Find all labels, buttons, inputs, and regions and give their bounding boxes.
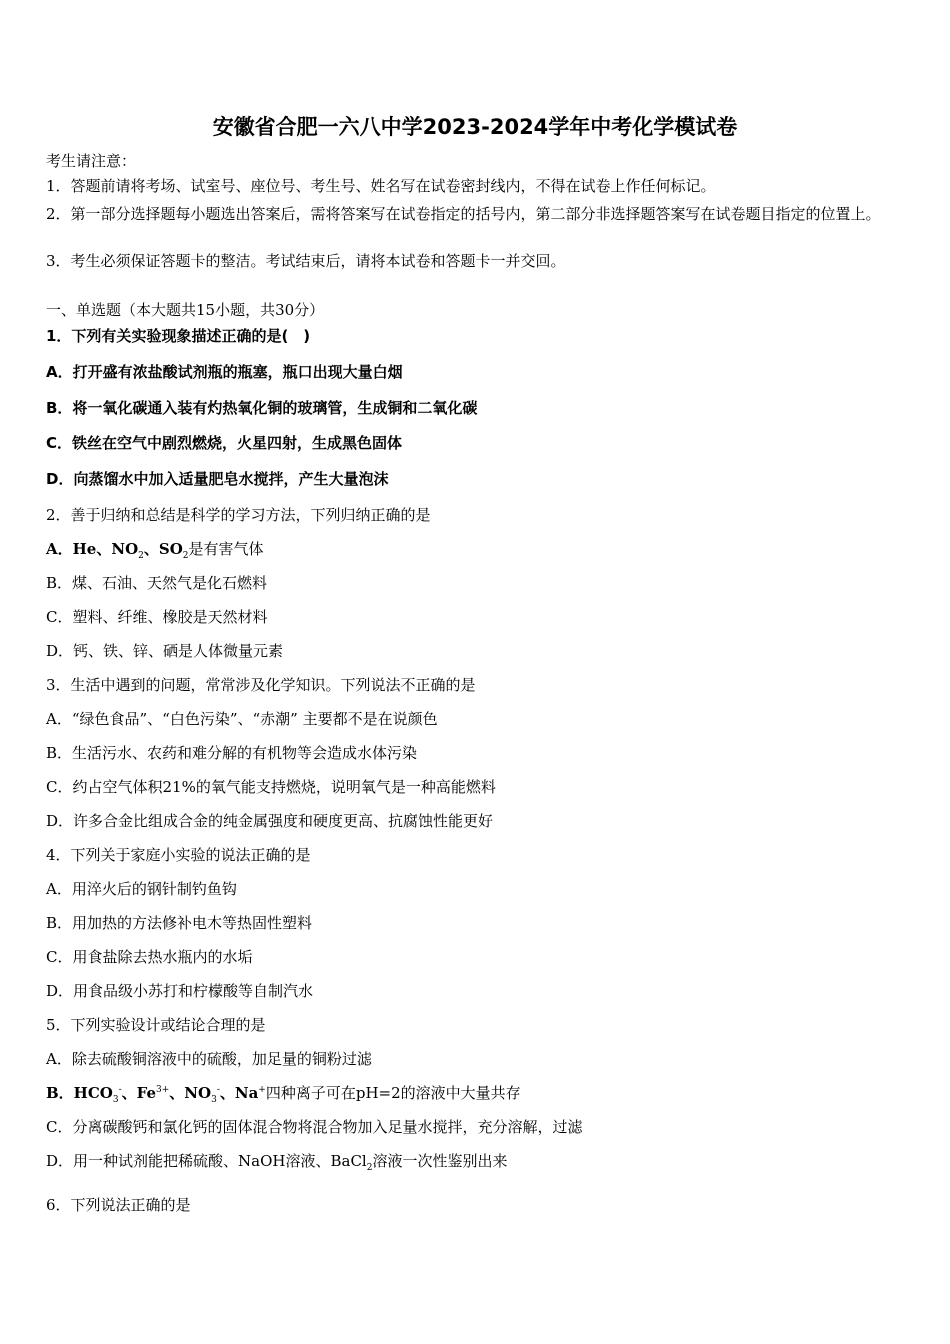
question-3-option-d: D．许多合金比组成合金的纯金属强度和硬度更高、抗腐蚀性能更好: [46, 812, 494, 830]
section-heading: 一、单选题（本大题共15小题，共30分）: [46, 301, 325, 319]
question-3-stem: 3．生活中遇到的问题，常常涉及化学知识。下列说法不正确的是: [46, 676, 476, 694]
question-5-option-c: C．分离碳酸钙和氯化钙的固体混合物将混合物加入足量水搅拌，充分溶解，过滤: [46, 1118, 583, 1136]
question-1-option-a: A．打开盛有浓盐酸试剂瓶的瓶塞，瓶口出现大量白烟: [46, 363, 403, 381]
question-5-option-b-post: 四种离子可在pH=2的溶液中大量共存: [265, 1084, 521, 1102]
question-3-option-b: B．生活污水、农药和难分解的有机物等会造成水体污染: [46, 744, 418, 762]
question-5-option-b-na: 、Na: [219, 1084, 259, 1102]
superscript: -: [118, 1085, 122, 1095]
question-1-option-c: C．铁丝在空气中剧烈燃烧，火星四射，生成黑色固体: [46, 434, 403, 452]
question-4-option-b: B．用加热的方法修补电木等热固性塑料: [46, 914, 313, 932]
subscript: 2: [366, 1163, 373, 1173]
page-title: 安徽省合肥一六八中学2023-2024学年中考化学模试卷: [212, 115, 738, 139]
subscript: 3: [112, 1095, 119, 1105]
question-5-option-b-text: B．HCO: [46, 1084, 113, 1102]
question-2-option-a-text: A．He、NO: [46, 540, 139, 558]
superscript: +: [258, 1085, 266, 1095]
subscript: 2: [138, 551, 144, 561]
question-2-option-a-mid: 、SO: [143, 540, 183, 558]
question-2-option-b: B．煤、石油、天然气是化石燃料: [46, 574, 268, 592]
question-4-stem: 4．下列关于家庭小实验的说法正确的是: [46, 846, 311, 864]
question-2-option-c: C．塑料、纤维、橡胶是天然材料: [46, 608, 268, 626]
question-2-stem: 2．善于归纳和总结是科学的学习方法，下列归纳正确的是: [46, 506, 431, 524]
subscript: 2: [182, 551, 189, 561]
notice-item-3: 3．考生必须保证答题卡的整洁。考试结束后，请将本试卷和答题卡一并交回。: [46, 252, 566, 270]
question-4-option-c: C．用食盐除去热水瓶内的水垢: [46, 948, 253, 966]
question-5-stem: 5．下列实验设计或结论合理的是: [46, 1016, 266, 1034]
question-5-option-a: A．除去硫酸铜溶液中的硫酸，加足量的铜粉过滤: [46, 1050, 372, 1068]
subscript: 3: [211, 1095, 217, 1105]
question-3-option-c: C．约占空气体积21%的氧气能支持燃烧，说明氧气是一种高能燃料: [46, 778, 496, 796]
question-2-option-a-post: 是有害气体: [188, 540, 264, 558]
superscript: 3+: [156, 1085, 170, 1095]
question-1-option-b: B．将一氧化碳通入装有灼热氧化铜的玻璃管，生成铜和二氧化碳: [46, 399, 478, 417]
question-5-option-d: [46, 1151, 904, 1171]
question-5-option-b: [46, 1083, 904, 1103]
notice-item-1: 1．答题前请将考场、试室号、座位号、考生号、姓名写在试卷密封线内，不得在试卷上作任何标记。: [46, 177, 716, 195]
question-5-option-d-post: 溶液一次性鉴别出来: [372, 1152, 508, 1170]
question-5-option-d-text: D．用一种试剂能把稀硫酸、NaOH溶液、BaCl: [46, 1152, 367, 1170]
question-6-stem: 6．下列说法正确的是: [46, 1196, 191, 1214]
question-2-option-d: D．钙、铁、锌、硒是人体微量元素: [46, 642, 284, 660]
question-4-option-d: D．用食品级小苏打和柠檬酸等自制汽水: [46, 982, 314, 1000]
question-5-option-b-fe: 、Fe: [121, 1084, 157, 1102]
question-2-option-a: [46, 539, 904, 559]
question-4-option-a: A．用淬火后的钢针制钓鱼钩: [46, 880, 237, 898]
question-3-option-a: A．“绿色食品”、“白色污染”、“赤潮” 主要都不是在说颜色: [46, 710, 438, 728]
question-1-option-d: D．向蒸馏水中加入适量肥皂水搅拌，产生大量泡沫: [46, 470, 389, 488]
question-1-stem: 1．下列有关实验现象描述正确的是( ): [46, 327, 311, 345]
superscript: -: [216, 1085, 220, 1095]
question-5-option-b-no: 、NO: [169, 1084, 212, 1102]
notice-heading: 考生请注意：: [46, 152, 137, 170]
notice-item-2: 2．第一部分选择题每小题选出答案后，需将答案写在试卷指定的括号内，第二部分非选择题答案写在试卷题目指定的位置上。: [46, 205, 881, 223]
